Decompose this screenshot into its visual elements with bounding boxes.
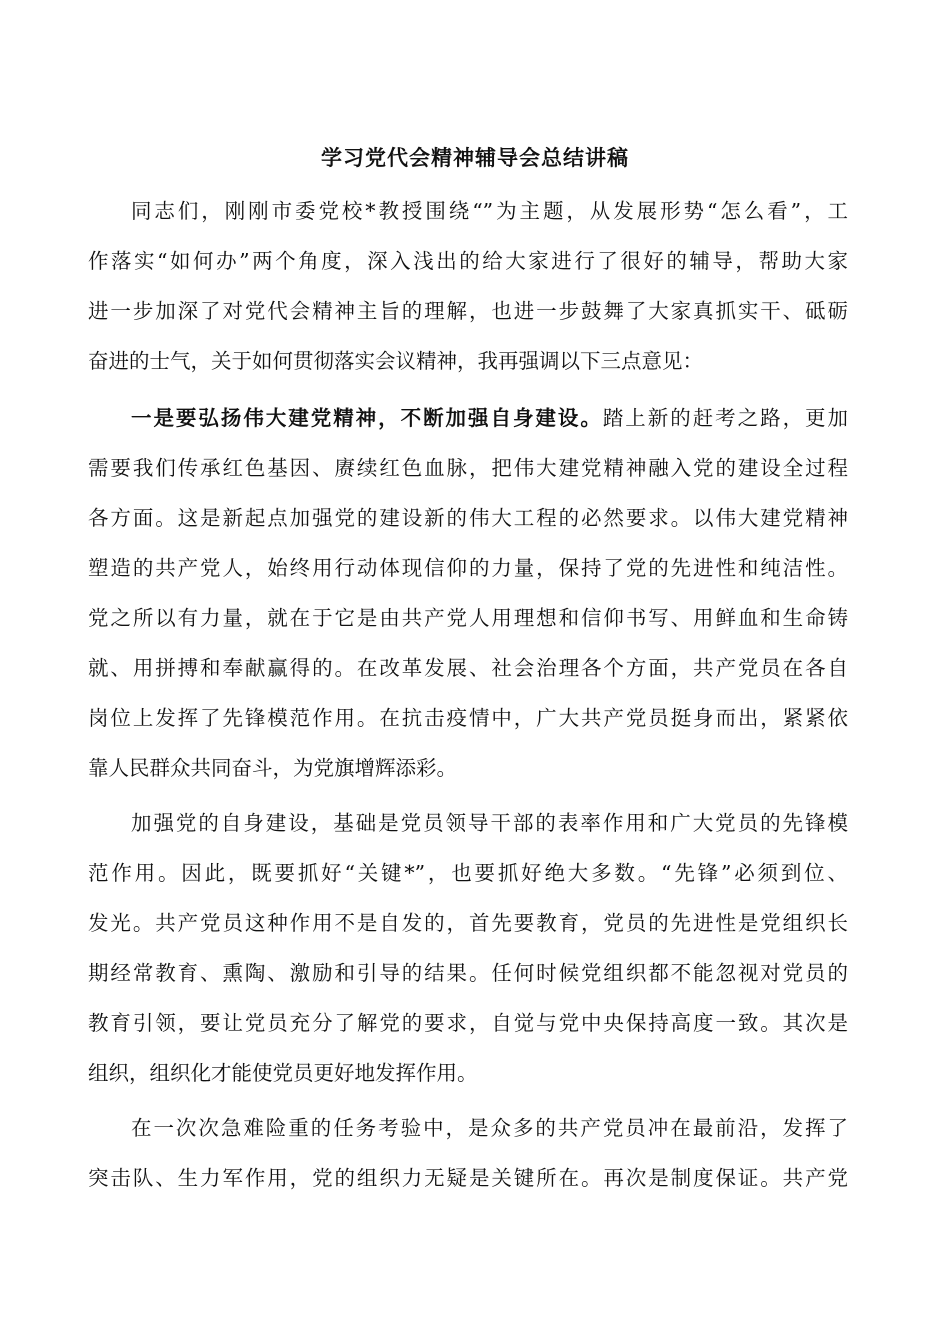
paragraph-3-line-3: 发光。共产党员这种作用不是自发的，首先要教育，党员的先进性是党组织长 <box>88 911 848 935</box>
paragraph-3-line-6: 组织，组织化才能使党员更好地发挥作用。 <box>88 1061 478 1085</box>
paragraph-3-line-4: 期经常教育、熏陶、激励和引导的结果。任何时候党组织都不能忽视对党员的 <box>88 961 848 985</box>
paragraph-1-line-4: 奋进的士气，关于如何贯彻落实会议精神，我再强调以下三点意见： <box>88 349 703 373</box>
paragraph-3-line-5: 教育引领，要让党员充分了解党的要求，自觉与党中央保持高度一致。其次是 <box>88 1011 848 1035</box>
paragraph-2-line-1-text: 踏上新的赶考之路，更加 <box>602 406 849 430</box>
paragraph-2-line-5: 党之所以有力量，就在于它是由共产党人用理想和信仰书写、用鲜血和生命铸 <box>88 606 848 630</box>
paragraph-2-line-4: 塑造的共产党人，始终用行动体现信仰的力量，保持了党的先进性和纯洁性。 <box>88 556 848 580</box>
paragraph-3-line-1: 加强党的自身建设，基础是党员领导干部的表率作用和广大党员的先锋模 <box>131 811 848 835</box>
paragraph-3-line-2: 范作用。因此，既要抓好“关键*”，也要抓好绝大多数。“先锋”必须到位、 <box>88 861 848 885</box>
paragraph-1-line-3: 进一步加深了对党代会精神主旨的理解，也进一步鼓舞了大家真抓实干、砥砺 <box>88 299 848 323</box>
paragraph-2-line-1 <box>131 398 848 438</box>
paragraph-2-line-8: 靠人民群众共同奋斗，为党旗增辉添彩。 <box>88 756 457 780</box>
paragraph-2-heading: 一是要弘扬伟大建党精神，不断加强自身建设。 <box>131 406 603 430</box>
paragraph-2-line-3: 各方面。这是新起点加强党的建设新的伟大工程的必然要求。以伟大建党精神 <box>88 506 848 530</box>
paragraph-4-line-2: 突击队、生力军作用，党的组织力无疑是关键所在。再次是制度保证。共产党 <box>88 1166 848 1190</box>
paragraph-2-line-7: 岗位上发挥了先锋模范作用。在抗击疫情中，广大共产党员挺身而出，紧紧依 <box>88 706 848 730</box>
paragraph-1-line-2: 作落实“如何办”两个角度，深入浅出的给大家进行了很好的辅导，帮助大家 <box>88 249 848 273</box>
paragraph-4-line-1: 在一次次急难险重的任务考验中，是众多的共产党员冲在最前沿，发挥了 <box>131 1116 848 1140</box>
paragraph-2-line-2: 需要我们传承红色基因、赓续红色血脉，把伟大建党精神融入党的建设全过程 <box>88 456 848 480</box>
document-title: 学习党代会精神辅导会总结讲稿 <box>321 145 629 170</box>
paragraph-2-line-6: 就、用拼搏和奉献赢得的。在改革发展、社会治理各个方面，共产党员在各自 <box>88 656 848 680</box>
paragraph-1-line-1: 同志们，刚刚市委党校*教授围绕“”为主题，从发展形势“怎么看”，工 <box>131 199 848 223</box>
